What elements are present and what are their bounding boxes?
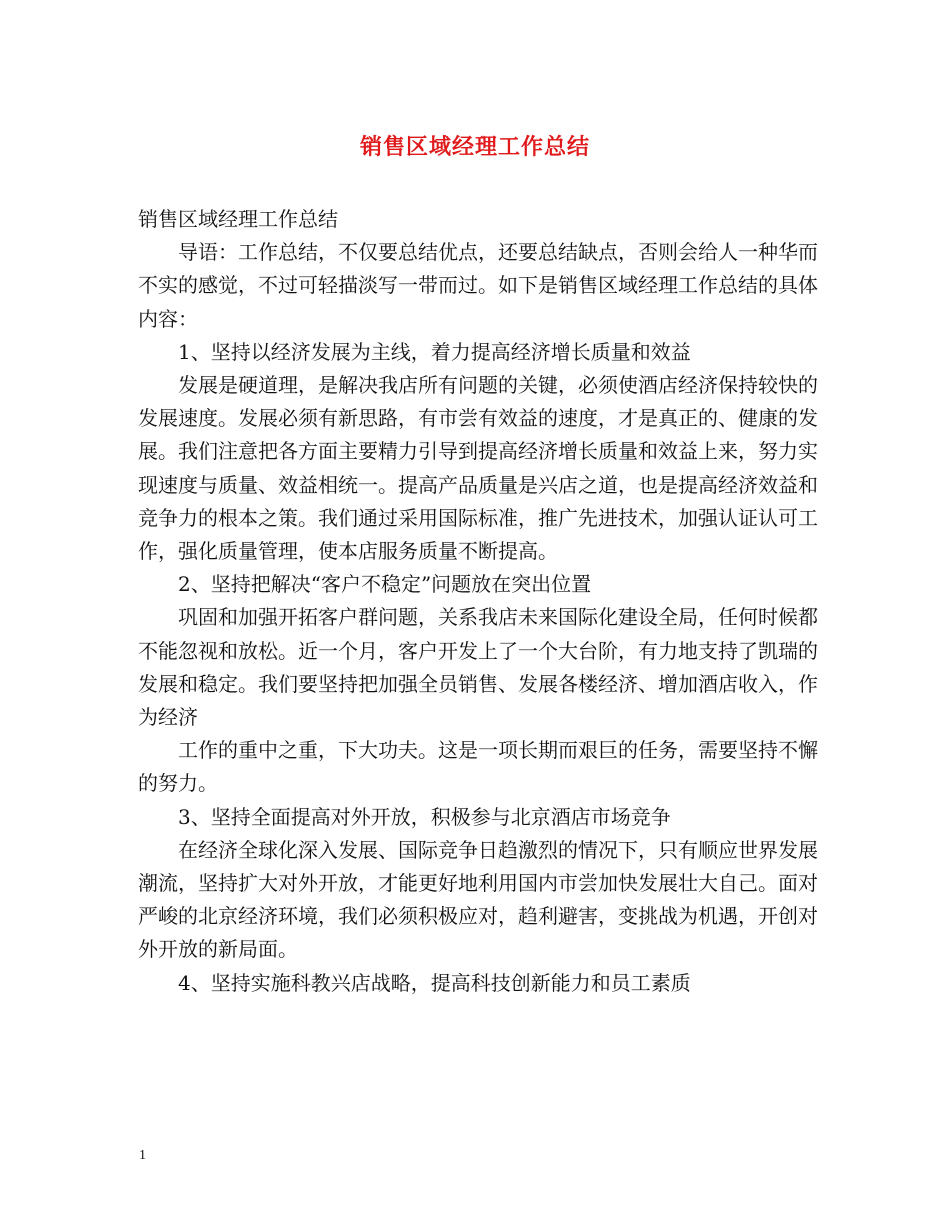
section-paragraph-1: 发展是硬道理，是解决我店所有问题的关键，必须使酒店经济保持较快的发展速度。发展必须有新思路，有市尝有效益的速度，才是真正的、健康的发展。我们注意把各方面主要精力引导到提高经济增长质量和效益上来，努力实现速度与质量、效益相统一。提高产品质量是兴店之道，也是提高经济效益和竞争力的根本之策。我们通过采用国际标准，推广先进技术，加强认证认可工作，强化质量管理，使本店服务质量不断提高。 — [138, 373, 818, 564]
section-heading-2: 2、坚持把解决“客户不稳定”问题放在突出位置 — [178, 572, 592, 597]
section-paragraph-2a: 巩固和加强开拓客户群问题，关系我店未来国际化建设全局，任何时候都不能忽视和放松。近一个月，客户开发上了一个大台阶，有力地支持了凯瑞的发展和稳定。我们要坚持把加强全员销售、发展各楼经济、增加酒店收入，作为经济 — [138, 605, 818, 730]
section-paragraph-3: 在经济全球化深入发展、国际竞争日趋激烈的情况下，只有顺应世界发展潮流，坚持扩大对外开放，才能更好地利用国内市尝加快发展壮大自己。面对严峻的北京经济环境，我们必须积极应对，趋利避害，变挑战为机遇，开创对外开放的新局面。 — [138, 837, 818, 962]
section-paragraph-2b: 工作的重中之重，下大功夫。这是一项长期而艰巨的任务，需要坚持不懈的努力。 — [138, 738, 818, 796]
body-heading: 销售区域经理工作总结 — [138, 207, 338, 231]
page-number: 1 — [139, 1148, 146, 1163]
document-body — [138, 203, 818, 1000]
intro-paragraph: 导语：工作总结，不仅要总结优点，还要总结缺点，否则会给人一种华而不实的感觉，不过可轻描淡写一带而过。如下是销售区域经理工作总结的具体内容： — [138, 240, 818, 331]
section-heading-3: 3、坚持全面提高对外开放，积极参与北京酒店市场竞争 — [178, 804, 671, 829]
section-heading-1: 1、坚持以经济发展为主线，着力提高经济增长质量和效益 — [178, 339, 691, 364]
section-heading-4: 4、坚持实施科教兴店战略，提高科技创新能力和员工素质 — [178, 970, 691, 995]
document-title: 销售区域经理工作总结 — [359, 134, 590, 160]
